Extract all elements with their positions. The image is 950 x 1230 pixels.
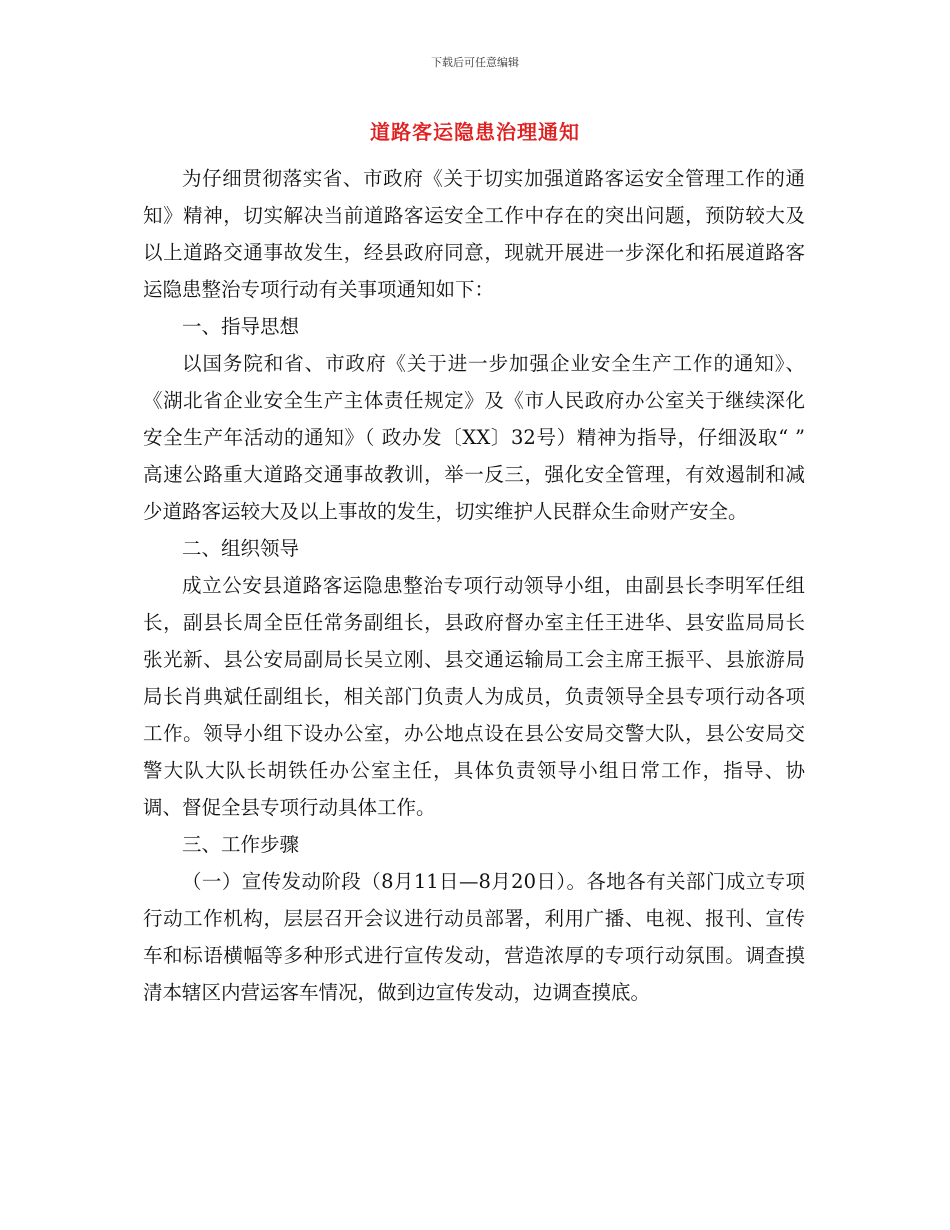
document-title: 道路客运隐患治理通知 bbox=[370, 120, 580, 144]
document-body bbox=[143, 160, 805, 1011]
section-paragraph-guiding-ideology: 以国务院和省、市政府《关于进一步加强企业安全生产工作的通知》、《湖北省企业安全生产主体责任规定》及《市人民政府办公室关于继续深化安全生产年活动的通知》（ 政办发〔XX〕32号）精神为指导，仔细汲取“ ” 高速公路重大道路交通事故教训，举一反三，强化安全管理，有效遏制和减少道路客运较大及以上事故的发生，切实维护人民群众生命财产安全。 bbox=[143, 352, 805, 523]
section-heading-work-steps: 三、工作步骤 bbox=[182, 833, 300, 856]
section-paragraph-work-steps: （一）宣传发动阶段（8月11日—8月20日）。各地各有关部门成立专项行动工作机构，层层召开会议进行动员部署，利用广播、电视、报刊、宣传车和标语横幅等多种形式进行宣传发动，营造浓厚的专项行动氛围。调查摸清本辖区内营运客车情况，做到边宣传发动，边调查摸底。 bbox=[143, 870, 805, 1004]
intro-paragraph: 为仔细贯彻落实省、市政府《关于切实加强道路客运安全管理工作的通知》精神，切实解决当前道路客运安全工作中存在的突出问题，预防较大及以上道路交通事故发生，经县政府同意，现就开展进一步深化和拓展道路客运隐患整治专项行动有关事项通知如下： bbox=[143, 167, 805, 301]
page-header: 下载后可任意编辑 bbox=[431, 56, 519, 69]
section-paragraph-organization: 成立公安县道路客运隐患整治专项行动领导小组，由副县长李明军任组长，副县长周全臣任常务副组长，县政府督办室主任王进华、县安监局局长张光新、县公安局副局长吴立刚、县交通运输局工会主席王振平、县旅游局局长肖典斌任副组长，相关部门负责人为成员，负责领导全县专项行动各项工作。领导小组下设办公室，办公地点设在县公安局交警大队，县公安局交警大队大队长胡铁任办公室主任，具体负责领导小组日常工作，指导、协调、督促全县专项行动具体工作。 bbox=[143, 574, 805, 819]
section-heading-guiding-ideology: 一、指导思想 bbox=[182, 315, 300, 338]
section-heading-organization: 二、组织领导 bbox=[182, 537, 300, 560]
